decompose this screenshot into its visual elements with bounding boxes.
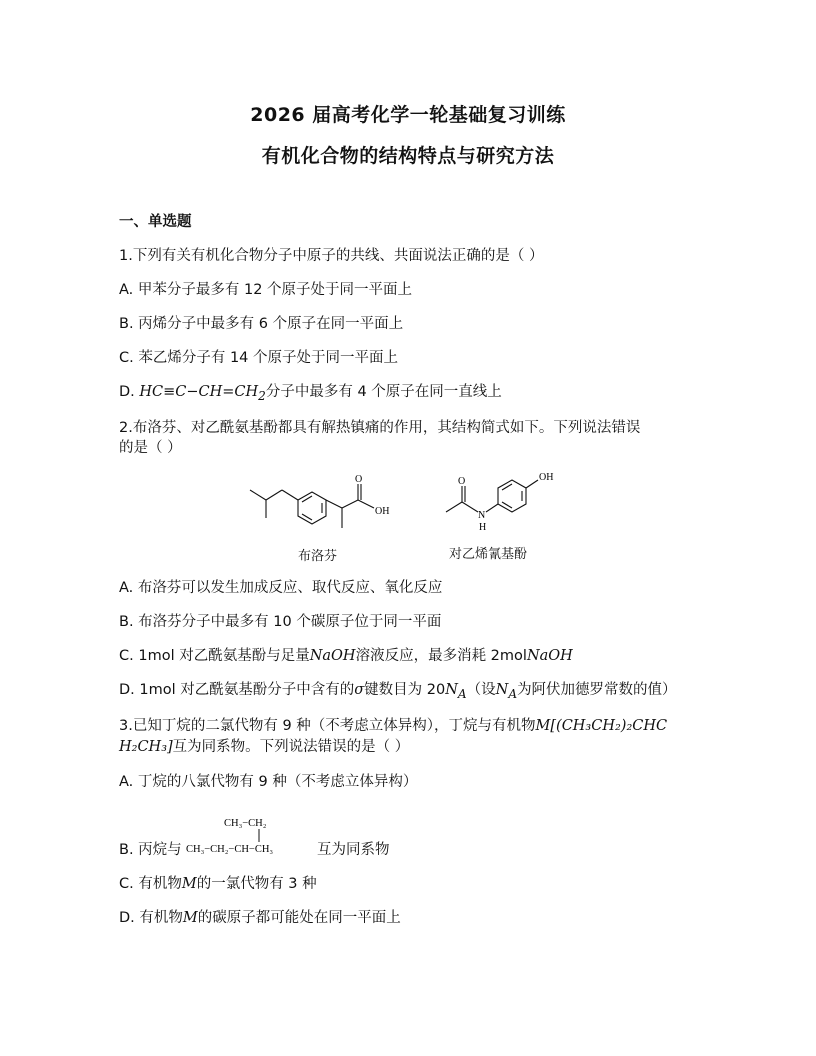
q3-option-b-suffix: 互为同系物	[317, 842, 390, 858]
q3-option-d-prefix: D. 有机物	[119, 910, 183, 926]
q3-option-c-prefix: C. 有机物	[119, 876, 182, 892]
q2-option-a: A. 布洛芬可以发生加成反应、取代反应、氧化反应	[119, 580, 443, 596]
paracetamol-atom-oh: OH	[539, 472, 554, 483]
q2-option-c-mid: 溶液反应，最多消耗 2mol	[355, 648, 527, 664]
q2-stem-line2: 的是（ ）	[119, 440, 182, 456]
q3-option-b-prefix: B. 丙烷与	[119, 842, 182, 858]
q1-option-d	[119, 382, 502, 406]
document-title-line1: 2026 届高考化学一轮基础复习训练	[250, 104, 566, 126]
paracetamol-atom-n: N	[478, 510, 486, 521]
q3-option-d-m: M	[182, 910, 198, 926]
q3-stem-line1	[119, 716, 667, 736]
q1-option-b: B. 丙烯分子中最多有 6 个原子在同一平面上	[119, 316, 404, 332]
q1-option-d-formula: HC≡C−CH=CH	[139, 384, 259, 400]
q2-option-c-prefix: C. 1mol 对乙酰氨基酚与足量	[119, 648, 310, 664]
ibuprofen-atom-oh: OH	[375, 506, 390, 517]
q3-stem-line2	[119, 737, 409, 757]
q3-structure-top-text: CH₃−CH₂	[224, 818, 267, 829]
q3-stem-line1-formula: M[(CH₃CH₂)₂CHC	[535, 718, 668, 734]
q1-option-d-prefix: D.	[119, 384, 140, 400]
q3-option-d-suffix: 的碳原子都可能处在同一平面上	[197, 910, 401, 926]
document-title-line2: 有机化合物的结构特点与研究方法	[261, 145, 555, 167]
q3-option-c-suffix: 的一氯代物有 3 种	[196, 876, 317, 892]
q2-option-d-sigma: σ	[354, 682, 365, 698]
ibuprofen-atom-o: O	[355, 474, 363, 485]
q2-option-c-formula: NaOH	[309, 648, 356, 664]
paracetamol-structure	[440, 466, 580, 546]
q2-option-d-paren2: 为阿伏加德罗常数的值）	[517, 682, 677, 698]
q1-option-d-sub: 2	[258, 388, 266, 403]
q2-option-d-paren1: （设	[466, 682, 496, 698]
q3-stem-line2-suffix: 互为同系物。下列说法错误的是（ ）	[172, 739, 410, 755]
q3-option-c	[119, 874, 317, 894]
q2-option-c-formula2: NaOH	[526, 648, 573, 664]
q2-option-d-prefix: D. 1mol 对乙酰氨基酚分子中含有的	[119, 682, 355, 698]
q2-stem-line1: 2.布洛芬、对乙酰氨基酚都具有解热镇痛的作用，其结构简式如下。下列说法错误	[119, 420, 641, 436]
q2-option-b: B. 布洛芬分子中最多有 10 个碳原子位于同一平面	[119, 614, 442, 630]
q1-stem: 1.下列有关有机化合物分子中原子的共线、共面说法正确的是（ ）	[119, 248, 544, 264]
q2-option-d-na: N	[445, 682, 458, 698]
q3-option-d	[119, 908, 401, 928]
ibuprofen-structure	[240, 466, 420, 546]
q1-option-d-suffix: 分子中最多有 4 个原子在同一直线上	[265, 384, 502, 400]
q2-option-d-na2: N	[495, 682, 509, 698]
paracetamol-atom-h: H	[479, 522, 487, 533]
q2-option-d-na2-sub: A	[508, 686, 518, 701]
q1-option-c: C. 苯乙烯分子有 14 个原子处于同一平面上	[119, 350, 399, 366]
q2-option-d-na-sub: A	[457, 686, 467, 701]
q2-option-d-mid: 键数目为 20	[364, 682, 446, 698]
q3-structure-main-text: CH₃−CH₂−CH−CH₃	[186, 844, 274, 855]
paracetamol-atom-o: O	[458, 476, 466, 487]
q3-option-c-m: M	[181, 876, 197, 892]
q3-stem-line1-prefix: 3.已知丁烷的二氯代物有 9 种（不考虑立体异构），丁烷与有机物	[119, 718, 536, 734]
q2-option-d	[119, 680, 677, 704]
q3-stem-line2-formula: H₂CH₃]	[119, 739, 173, 755]
q3-option-a: A. 丁烷的八氯代物有 9 种（不考虑立体异构）	[119, 774, 418, 790]
section-heading-single-choice: 一、单选题	[119, 214, 192, 230]
paracetamol-caption: 对乙烯氰基酚	[449, 547, 528, 562]
q1-option-a: A. 甲苯分子最多有 12 个原子处于同一平面上	[119, 282, 413, 298]
ibuprofen-caption: 布洛芬	[298, 549, 338, 564]
q2-option-c	[119, 646, 573, 666]
q3-option-b-structure	[186, 812, 316, 858]
